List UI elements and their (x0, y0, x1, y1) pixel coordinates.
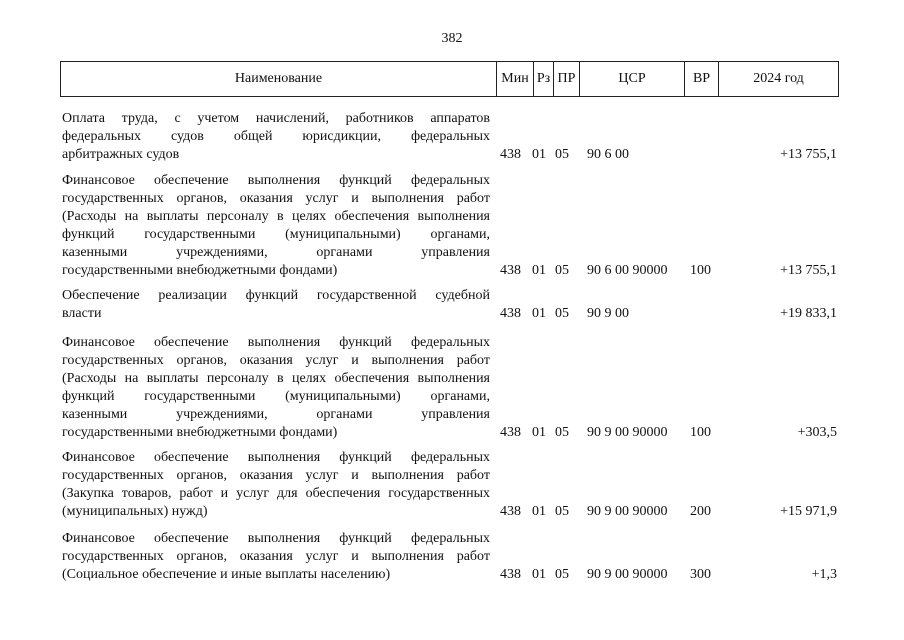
cell-pr: 05 (555, 306, 569, 321)
table-row (0, 530, 904, 584)
row-description (62, 287, 490, 323)
description-line: (Социальное обеспечение и иные выплаты населению) (62, 567, 391, 582)
cell-pr: 05 (555, 147, 569, 162)
description-line: (Закупка товаров, работ и услуг для обеспечения государственных (62, 486, 490, 501)
cell-pr: 05 (555, 567, 569, 582)
header-pr: ПР (553, 62, 579, 96)
description-line: казенными учреждениями, органами управления (62, 245, 490, 260)
description-line: Финансовое обеспечение выполнения функций федеральных (62, 531, 490, 546)
cell-rz: 01 (532, 567, 546, 582)
header-vr: ВР (684, 62, 718, 96)
cell-amount: +1,3 (811, 567, 837, 582)
cell-min: 438 (500, 306, 521, 321)
description-line: Оплата труда, с учетом начислений, работников аппаратов (62, 111, 490, 126)
cell-amount: +15 971,9 (780, 504, 837, 519)
table-header (60, 61, 839, 97)
cell-min: 438 (500, 263, 521, 278)
cell-min: 438 (500, 567, 521, 582)
description-line: государственных органов, оказания услуг и выполнения работ (62, 549, 490, 564)
description-line: государственных органов, оказания услуг и выполнения работ (62, 468, 490, 483)
cell-rz: 01 (532, 425, 546, 440)
description-line: государственных органов, оказания услуг и выполнения работ (62, 191, 490, 206)
description-line: государственными внебюджетными фондами) (62, 263, 338, 278)
cell-vr: 100 (690, 425, 711, 440)
description-line: арбитражных судов (62, 147, 180, 162)
cell-amount: +13 755,1 (780, 147, 837, 162)
description-line: (Расходы на выплаты персоналу в целях обеспечения выполнения (62, 209, 490, 224)
cell-amount: +13 755,1 (780, 263, 837, 278)
description-line: Финансовое обеспечение выполнения функций федеральных (62, 450, 490, 465)
cell-csr: 90 9 00 90000 (587, 504, 668, 519)
description-line: функций государственными (муниципальными) органами, (62, 389, 490, 404)
description-line: (муниципальных) нужд) (62, 504, 208, 519)
description-line: казенными учреждениями, органами управления (62, 407, 490, 422)
cell-pr: 05 (555, 504, 569, 519)
header-rz: Рз (533, 62, 553, 96)
cell-min: 438 (500, 425, 521, 440)
description-line: (Расходы на выплаты персоналу в целях обеспечения выполнения (62, 371, 490, 386)
table-row (0, 172, 904, 280)
cell-amount: +19 833,1 (780, 306, 837, 321)
description-line: Финансовое обеспечение выполнения функций федеральных (62, 173, 490, 188)
table-row (0, 449, 904, 521)
cell-rz: 01 (532, 147, 546, 162)
cell-rz: 01 (532, 504, 546, 519)
description-line: функций государственными (муниципальными) органами, (62, 227, 490, 242)
table-row (0, 287, 904, 323)
cell-vr: 300 (690, 567, 711, 582)
cell-min: 438 (500, 504, 521, 519)
cell-csr: 90 9 00 90000 (587, 567, 668, 582)
description-line: власти (62, 306, 102, 321)
table-row (0, 110, 904, 164)
header-min: Мин (496, 62, 533, 96)
cell-pr: 05 (555, 425, 569, 440)
cell-csr: 90 6 00 90000 (587, 263, 668, 278)
cell-vr: 100 (690, 263, 711, 278)
header-year: 2024 год (718, 62, 838, 96)
cell-rz: 01 (532, 263, 546, 278)
description-line: государственных органов, оказания услуг и выполнения работ (62, 353, 490, 368)
cell-rz: 01 (532, 306, 546, 321)
cell-amount: +303,5 (797, 425, 837, 440)
header-name: Наименование (234, 71, 323, 86)
cell-csr: 90 9 00 90000 (587, 425, 668, 440)
cell-csr: 90 9 00 (587, 306, 629, 321)
page-number: 382 (441, 31, 463, 46)
cell-vr: 200 (690, 504, 711, 519)
description-line: государственными внебюджетными фондами) (62, 425, 338, 440)
row-description (62, 110, 490, 164)
cell-min: 438 (500, 147, 521, 162)
row-description (62, 530, 490, 584)
row-description (62, 172, 490, 280)
row-description (62, 334, 490, 442)
table-row (0, 334, 904, 442)
cell-pr: 05 (555, 263, 569, 278)
cell-csr: 90 6 00 (587, 147, 629, 162)
description-line: Обеспечение реализации функций государственной судебной (62, 288, 490, 303)
header-csr: ЦСР (579, 62, 684, 96)
row-description (62, 449, 490, 521)
description-line: Финансовое обеспечение выполнения функций федеральных (62, 335, 490, 350)
description-line: федеральных судов общей юрисдикции, федеральных (62, 129, 490, 144)
